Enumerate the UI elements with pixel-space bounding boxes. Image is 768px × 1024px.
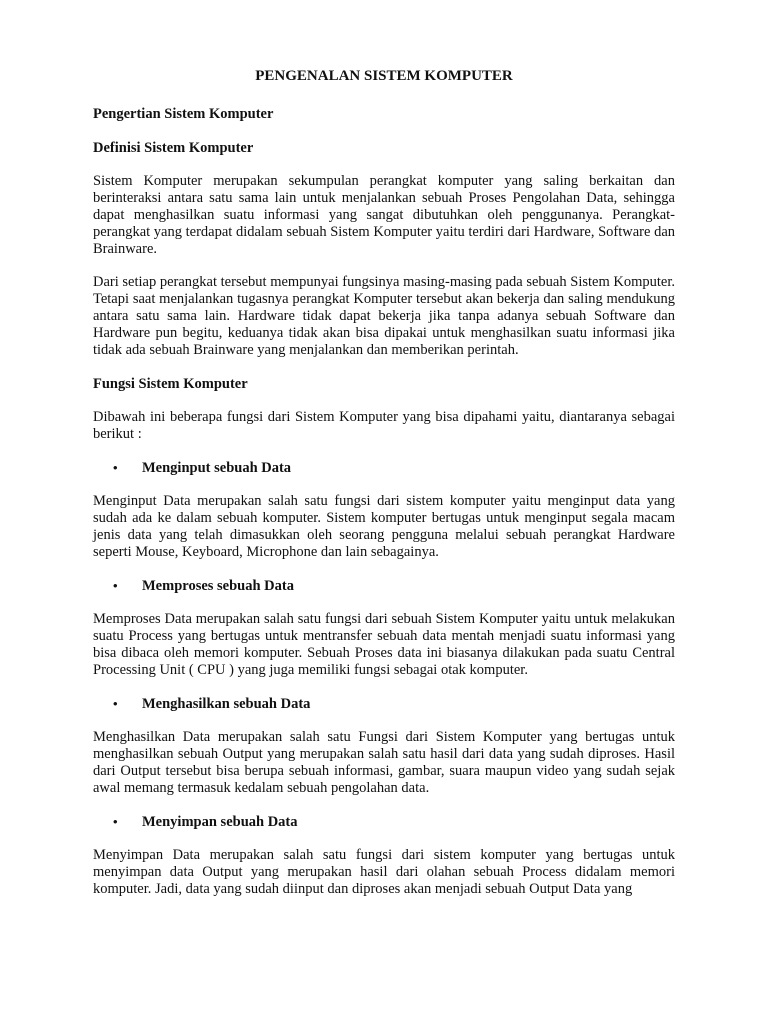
document-title: PENGENALAN SISTEM KOMPUTER bbox=[255, 68, 513, 84]
bullet-dot-icon: • bbox=[113, 460, 118, 475]
bullet-proses-label: Memproses sebuah Data bbox=[142, 578, 294, 594]
bullet-dot-icon: • bbox=[113, 696, 118, 711]
bullet-input bbox=[93, 459, 675, 477]
bullet-proses bbox=[93, 577, 675, 595]
paragraph-input: Menginput Data merupakan salah satu fungsi dari sistem komputer yaitu menginput data yang sudah ada ke dalam sebuah komputer. Sistem komputer bertugas untuk menginput segala macam jenis data yang telah dimasukkan oleh seorang pengguna melalui sebuah perangkat Hardware seperti Mouse, Keyboard, Microphone dan lain sebagainya. bbox=[93, 493, 675, 560]
heading-pengertian: Pengertian Sistem Komputer bbox=[93, 106, 274, 122]
bullet-input-label: Menginput sebuah Data bbox=[142, 460, 292, 476]
bullet-dot-icon: • bbox=[113, 578, 118, 593]
bullet-simpan-label: Menyimpan sebuah Data bbox=[142, 814, 298, 830]
bullet-dot-icon: • bbox=[113, 814, 118, 829]
bullet-hasil bbox=[93, 695, 675, 713]
paragraph-simpan: Menyimpan Data merupakan salah satu fungsi dari sistem komputer yang bertugas untuk menyimpan data Output yang merupakan hasil dari olahan sebuah Process didalam memori komputer. Jadi, data yang sudah diinput dan diproses akan menjadi sebuah Output Data yang bbox=[93, 847, 675, 897]
bullet-hasil-label: Menghasilkan sebuah Data bbox=[142, 696, 311, 712]
heading-fungsi: Fungsi Sistem Komputer bbox=[93, 376, 248, 392]
bullet-simpan bbox=[93, 813, 675, 831]
paragraph-definisi-2: Dari setiap perangkat tersebut mempunyai fungsinya masing-masing pada sebuah Sistem Komputer. Tetapi saat menjalankan tugasnya perangkat Komputer tersebut akan bekerja dan saling mendukung antara satu sama lain. Hardware tidak dapat bekerja jika tanpa adanya sebuah Software dan Hardware pun begitu, keduanya tidak akan bisa dipakai untuk menghasilkan suatu informasi jika tidak ada sebuah Brainware yang menjalankan dan memberikan perintah. bbox=[93, 274, 675, 358]
paragraph-fungsi-intro: Dibawah ini beberapa fungsi dari Sistem Komputer yang bisa dipahami yaitu, diantaranya sebagai berikut : bbox=[93, 409, 675, 442]
paragraph-proses: Memproses Data merupakan salah satu fungsi dari sebuah Sistem Komputer yaitu untuk melakukan suatu Process yang bertugas untuk mentransfer sebuah data mentah menjadi suatu informasi yang bisa dibaca oleh memori komputer. Sebuah Proses data ini biasanya dilakukan pada suatu Central Processing Unit ( CPU ) yang juga memiliki fungsi sebagai otak komputer. bbox=[93, 611, 675, 678]
paragraph-definisi-1: Sistem Komputer merupakan sekumpulan perangkat komputer yang saling berkaitan dan berinteraksi antara satu sama lain untuk menjalankan sebuah Proses Pengolahan Data, sehingga dapat menghasilkan suatu informasi yang sangat dibutuhkan oleh penggunanya. Perangkat-perangkat yang terdapat didalam sebuah Sistem Komputer yaitu terdiri dari Hardware, Software dan Brainware. bbox=[93, 173, 675, 257]
heading-definisi: Definisi Sistem Komputer bbox=[93, 140, 254, 156]
paragraph-hasil: Menghasilkan Data merupakan salah satu Fungsi dari Sistem Komputer yang bertugas untuk menghasilkan sebuah Output yang merupakan salah satu hasil dari data yang sudah diproses. Hasil dari Output tersebut bisa berupa sebuah informasi, gambar, suara maupun video yang sudah sejak awal memang termasuk kedalam sebuah pengolahan data. bbox=[93, 729, 675, 796]
